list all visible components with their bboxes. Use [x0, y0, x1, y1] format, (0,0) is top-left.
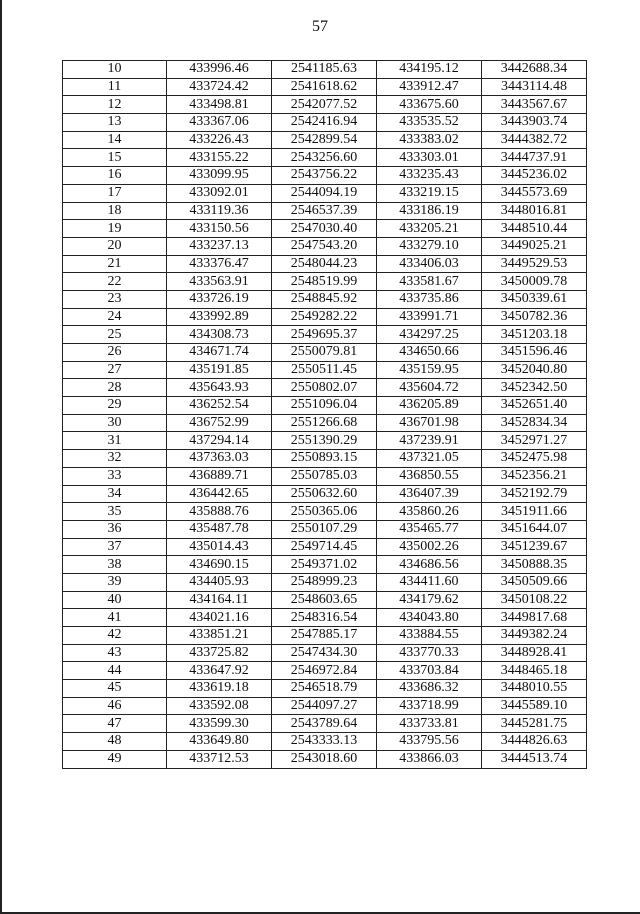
coord-x2-cell: 433884.55	[377, 627, 482, 645]
point-number-cell: 38	[63, 556, 167, 574]
table-row	[63, 750, 587, 768]
point-number-cell: 39	[63, 573, 167, 591]
coord-y2-cell: 3452356.21	[482, 467, 587, 485]
table-row	[63, 680, 587, 698]
coord-x1-cell: 435643.93	[167, 379, 272, 397]
coord-x2-cell: 433406.03	[377, 255, 482, 273]
coord-y1-cell: 2543756.22	[272, 167, 377, 185]
point-number-cell: 45	[63, 680, 167, 698]
coord-y2-cell: 3444513.74	[482, 750, 587, 768]
coord-y1-cell: 2543256.60	[272, 149, 377, 167]
coord-y1-cell: 2549714.45	[272, 538, 377, 556]
coord-y1-cell: 2551390.29	[272, 432, 377, 450]
coord-x2-cell: 437239.91	[377, 432, 482, 450]
coord-y1-cell: 2548603.65	[272, 591, 377, 609]
point-number-cell: 26	[63, 344, 167, 362]
coord-y1-cell: 2542899.54	[272, 131, 377, 149]
coord-y1-cell: 2548519.99	[272, 273, 377, 291]
coord-x2-cell: 435159.95	[377, 361, 482, 379]
coord-x2-cell: 433912.47	[377, 78, 482, 96]
table-row	[63, 379, 587, 397]
coord-y1-cell: 2542077.52	[272, 96, 377, 114]
table-row	[63, 609, 587, 627]
coord-y2-cell: 3452040.80	[482, 361, 587, 379]
coord-x2-cell: 434650.66	[377, 344, 482, 362]
coord-y2-cell: 3444826.63	[482, 733, 587, 751]
table-row	[63, 114, 587, 132]
coord-x1-cell: 433237.13	[167, 237, 272, 255]
coord-x2-cell: 436701.98	[377, 414, 482, 432]
coord-y1-cell: 2548316.54	[272, 609, 377, 627]
coord-y1-cell: 2542416.94	[272, 114, 377, 132]
coord-y2-cell: 3444382.72	[482, 131, 587, 149]
coord-y1-cell: 2550893.15	[272, 450, 377, 468]
point-number-cell: 37	[63, 538, 167, 556]
table-row	[63, 715, 587, 733]
coord-x1-cell: 435888.76	[167, 503, 272, 521]
coord-y2-cell: 3442688.34	[482, 61, 587, 79]
coord-x1-cell: 433150.56	[167, 220, 272, 238]
coord-y1-cell: 2550365.06	[272, 503, 377, 521]
coord-x2-cell: 433733.81	[377, 715, 482, 733]
coord-x1-cell: 433226.43	[167, 131, 272, 149]
coord-x2-cell: 437321.05	[377, 450, 482, 468]
table-row	[63, 167, 587, 185]
coordinates-table	[62, 60, 587, 769]
coord-x1-cell: 433619.18	[167, 680, 272, 698]
coord-x2-cell: 433383.02	[377, 131, 482, 149]
coord-y2-cell: 3448928.41	[482, 644, 587, 662]
coord-x2-cell: 433686.32	[377, 680, 482, 698]
coord-y1-cell: 2546972.84	[272, 662, 377, 680]
point-number-cell: 40	[63, 591, 167, 609]
coord-x1-cell: 433851.21	[167, 627, 272, 645]
coord-y2-cell: 3452475.98	[482, 450, 587, 468]
table-row	[63, 644, 587, 662]
coord-y1-cell: 2548999.23	[272, 573, 377, 591]
point-number-cell: 18	[63, 202, 167, 220]
coord-x2-cell: 434195.12	[377, 61, 482, 79]
coord-y1-cell: 2541618.62	[272, 78, 377, 96]
coord-x2-cell: 433770.33	[377, 644, 482, 662]
table-row	[63, 255, 587, 273]
page-edge-left	[0, 0, 2, 914]
coord-x2-cell: 435604.72	[377, 379, 482, 397]
coord-x2-cell: 433675.60	[377, 96, 482, 114]
coord-x2-cell: 434297.25	[377, 326, 482, 344]
point-number-cell: 44	[63, 662, 167, 680]
table-row	[63, 344, 587, 362]
coord-x2-cell: 434043.80	[377, 609, 482, 627]
coord-y2-cell: 3445589.10	[482, 697, 587, 715]
table-row	[63, 78, 587, 96]
table-row	[63, 573, 587, 591]
coord-x2-cell: 433535.52	[377, 114, 482, 132]
table-row	[63, 273, 587, 291]
coord-y1-cell: 2547885.17	[272, 627, 377, 645]
coord-y2-cell: 3452651.40	[482, 397, 587, 415]
coord-x1-cell: 433725.82	[167, 644, 272, 662]
point-number-cell: 42	[63, 627, 167, 645]
coord-y1-cell: 2543789.64	[272, 715, 377, 733]
table-row	[63, 662, 587, 680]
point-number-cell: 36	[63, 520, 167, 538]
coord-x2-cell: 436407.39	[377, 485, 482, 503]
point-number-cell: 17	[63, 184, 167, 202]
point-number-cell: 14	[63, 131, 167, 149]
coord-y1-cell: 2548044.23	[272, 255, 377, 273]
coord-y2-cell: 3449817.68	[482, 609, 587, 627]
coord-y2-cell: 3451644.07	[482, 520, 587, 538]
table-row	[63, 450, 587, 468]
coord-y1-cell: 2550511.45	[272, 361, 377, 379]
coord-x2-cell: 433186.19	[377, 202, 482, 220]
coord-x1-cell: 433726.19	[167, 290, 272, 308]
coord-x2-cell: 434411.60	[377, 573, 482, 591]
coord-y2-cell: 3445281.75	[482, 715, 587, 733]
coord-x2-cell: 433303.01	[377, 149, 482, 167]
table-row	[63, 290, 587, 308]
table-row	[63, 556, 587, 574]
coord-y2-cell: 3443567.67	[482, 96, 587, 114]
point-number-cell: 27	[63, 361, 167, 379]
coord-x1-cell: 433592.08	[167, 697, 272, 715]
coord-x2-cell: 433866.03	[377, 750, 482, 768]
coord-y2-cell: 3452971.27	[482, 432, 587, 450]
coord-y1-cell: 2550107.29	[272, 520, 377, 538]
coord-y2-cell: 3450108.22	[482, 591, 587, 609]
point-number-cell: 46	[63, 697, 167, 715]
point-number-cell: 20	[63, 237, 167, 255]
coord-y1-cell: 2549282.22	[272, 308, 377, 326]
coord-y2-cell: 3451911.66	[482, 503, 587, 521]
table-row	[63, 184, 587, 202]
coord-x1-cell: 437294.14	[167, 432, 272, 450]
coord-x1-cell: 436442.65	[167, 485, 272, 503]
coord-y2-cell: 3452342.50	[482, 379, 587, 397]
table-row	[63, 237, 587, 255]
coord-x2-cell: 433703.84	[377, 662, 482, 680]
coord-y2-cell: 3449382.24	[482, 627, 587, 645]
table-row	[63, 61, 587, 79]
coord-x2-cell: 435465.77	[377, 520, 482, 538]
coord-y1-cell: 2550802.07	[272, 379, 377, 397]
coord-y1-cell: 2547543.20	[272, 237, 377, 255]
table-row	[63, 733, 587, 751]
coord-y2-cell: 3443114.48	[482, 78, 587, 96]
table-row	[63, 397, 587, 415]
coord-x2-cell: 434179.62	[377, 591, 482, 609]
coord-x1-cell: 435014.43	[167, 538, 272, 556]
coord-x2-cell: 435002.26	[377, 538, 482, 556]
coord-x1-cell: 433099.95	[167, 167, 272, 185]
coord-y2-cell: 3452192.79	[482, 485, 587, 503]
coord-y1-cell: 2550785.03	[272, 467, 377, 485]
point-number-cell: 25	[63, 326, 167, 344]
coord-y2-cell: 3448510.44	[482, 220, 587, 238]
coord-y1-cell: 2544094.19	[272, 184, 377, 202]
coord-y1-cell: 2548845.92	[272, 290, 377, 308]
point-number-cell: 22	[63, 273, 167, 291]
coord-y2-cell: 3444737.91	[482, 149, 587, 167]
table-row	[63, 591, 587, 609]
point-number-cell: 31	[63, 432, 167, 450]
coord-x2-cell: 433718.99	[377, 697, 482, 715]
point-number-cell: 13	[63, 114, 167, 132]
point-number-cell: 28	[63, 379, 167, 397]
coord-x2-cell: 435860.26	[377, 503, 482, 521]
point-number-cell: 10	[63, 61, 167, 79]
coord-y2-cell: 3450888.35	[482, 556, 587, 574]
point-number-cell: 12	[63, 96, 167, 114]
point-number-cell: 29	[63, 397, 167, 415]
coord-x1-cell: 434690.15	[167, 556, 272, 574]
point-number-cell: 49	[63, 750, 167, 768]
coord-x1-cell: 435487.78	[167, 520, 272, 538]
coord-x1-cell: 434308.73	[167, 326, 272, 344]
coord-y2-cell: 3451203.18	[482, 326, 587, 344]
coord-x2-cell: 433735.86	[377, 290, 482, 308]
coord-y1-cell: 2547030.40	[272, 220, 377, 238]
point-number-cell: 21	[63, 255, 167, 273]
coord-x2-cell: 433279.10	[377, 237, 482, 255]
coord-x1-cell: 436752.99	[167, 414, 272, 432]
point-number-cell: 23	[63, 290, 167, 308]
coord-x1-cell: 433992.89	[167, 308, 272, 326]
page-number: 57	[312, 18, 328, 35]
table-row	[63, 627, 587, 645]
coord-y1-cell: 2541185.63	[272, 61, 377, 79]
table-row	[63, 467, 587, 485]
table-row	[63, 96, 587, 114]
coord-y2-cell: 3449025.21	[482, 237, 587, 255]
point-number-cell: 30	[63, 414, 167, 432]
coord-x1-cell: 433092.01	[167, 184, 272, 202]
point-number-cell: 11	[63, 78, 167, 96]
point-number-cell: 24	[63, 308, 167, 326]
table-row	[63, 503, 587, 521]
coord-y1-cell: 2549371.02	[272, 556, 377, 574]
point-number-cell: 34	[63, 485, 167, 503]
coordinates-table-body	[63, 61, 587, 769]
point-number-cell: 19	[63, 220, 167, 238]
table-row	[63, 485, 587, 503]
coord-y2-cell: 3448010.55	[482, 680, 587, 698]
coord-y2-cell: 3451239.67	[482, 538, 587, 556]
table-row	[63, 697, 587, 715]
coord-x2-cell: 433205.21	[377, 220, 482, 238]
coord-x1-cell: 433498.81	[167, 96, 272, 114]
coord-x1-cell: 433155.22	[167, 149, 272, 167]
coord-x1-cell: 434021.16	[167, 609, 272, 627]
coord-x1-cell: 433647.92	[167, 662, 272, 680]
coord-x2-cell: 433219.15	[377, 184, 482, 202]
coord-x2-cell: 433581.67	[377, 273, 482, 291]
coord-y1-cell: 2551266.68	[272, 414, 377, 432]
coord-x1-cell: 433367.06	[167, 114, 272, 132]
coord-y2-cell: 3448016.81	[482, 202, 587, 220]
coord-x2-cell: 433991.71	[377, 308, 482, 326]
coord-y2-cell: 3449529.53	[482, 255, 587, 273]
table-row	[63, 414, 587, 432]
coord-y1-cell: 2544097.27	[272, 697, 377, 715]
coord-y2-cell: 3445236.02	[482, 167, 587, 185]
coord-x1-cell: 434405.93	[167, 573, 272, 591]
coord-y1-cell: 2546537.39	[272, 202, 377, 220]
coord-x2-cell: 434686.56	[377, 556, 482, 574]
coord-x1-cell: 436889.71	[167, 467, 272, 485]
point-number-cell: 15	[63, 149, 167, 167]
coord-x1-cell: 433996.46	[167, 61, 272, 79]
table-row	[63, 538, 587, 556]
point-number-cell: 41	[63, 609, 167, 627]
coord-x1-cell: 433649.80	[167, 733, 272, 751]
table-row	[63, 131, 587, 149]
table-row	[63, 308, 587, 326]
coord-y2-cell: 3450339.61	[482, 290, 587, 308]
coord-y1-cell: 2550632.60	[272, 485, 377, 503]
point-number-cell: 33	[63, 467, 167, 485]
coord-y2-cell: 3452834.34	[482, 414, 587, 432]
coord-x1-cell: 433563.91	[167, 273, 272, 291]
coord-x2-cell: 433795.56	[377, 733, 482, 751]
coord-y1-cell: 2543333.13	[272, 733, 377, 751]
coord-x1-cell: 433599.30	[167, 715, 272, 733]
coord-x1-cell: 433724.42	[167, 78, 272, 96]
point-number-cell: 47	[63, 715, 167, 733]
table-row	[63, 202, 587, 220]
coord-x2-cell: 433235.43	[377, 167, 482, 185]
coord-y1-cell: 2547434.30	[272, 644, 377, 662]
coord-y1-cell: 2551096.04	[272, 397, 377, 415]
table-row	[63, 432, 587, 450]
table-row	[63, 361, 587, 379]
coord-y1-cell: 2543018.60	[272, 750, 377, 768]
coord-x1-cell: 434164.11	[167, 591, 272, 609]
table-row	[63, 149, 587, 167]
coord-y1-cell: 2550079.81	[272, 344, 377, 362]
coord-y2-cell: 3450509.66	[482, 573, 587, 591]
coord-x1-cell: 433712.53	[167, 750, 272, 768]
coord-y2-cell: 3450782.36	[482, 308, 587, 326]
table-row	[63, 326, 587, 344]
coord-x1-cell: 437363.03	[167, 450, 272, 468]
table-row	[63, 520, 587, 538]
coord-y2-cell: 3448465.18	[482, 662, 587, 680]
coord-x2-cell: 436850.55	[377, 467, 482, 485]
coord-x1-cell: 436252.54	[167, 397, 272, 415]
point-number-cell: 35	[63, 503, 167, 521]
point-number-cell: 32	[63, 450, 167, 468]
coord-y2-cell: 3445573.69	[482, 184, 587, 202]
coord-y2-cell: 3451596.46	[482, 344, 587, 362]
coord-y2-cell: 3443903.74	[482, 114, 587, 132]
point-number-cell: 48	[63, 733, 167, 751]
coord-y1-cell: 2549695.37	[272, 326, 377, 344]
coord-x1-cell: 434671.74	[167, 344, 272, 362]
table-row	[63, 220, 587, 238]
coord-x2-cell: 436205.89	[377, 397, 482, 415]
coord-y1-cell: 2546518.79	[272, 680, 377, 698]
point-number-cell: 43	[63, 644, 167, 662]
point-number-cell: 16	[63, 167, 167, 185]
coord-x1-cell: 435191.85	[167, 361, 272, 379]
coord-x1-cell: 433119.36	[167, 202, 272, 220]
coord-y2-cell: 3450009.78	[482, 273, 587, 291]
coord-x1-cell: 433376.47	[167, 255, 272, 273]
